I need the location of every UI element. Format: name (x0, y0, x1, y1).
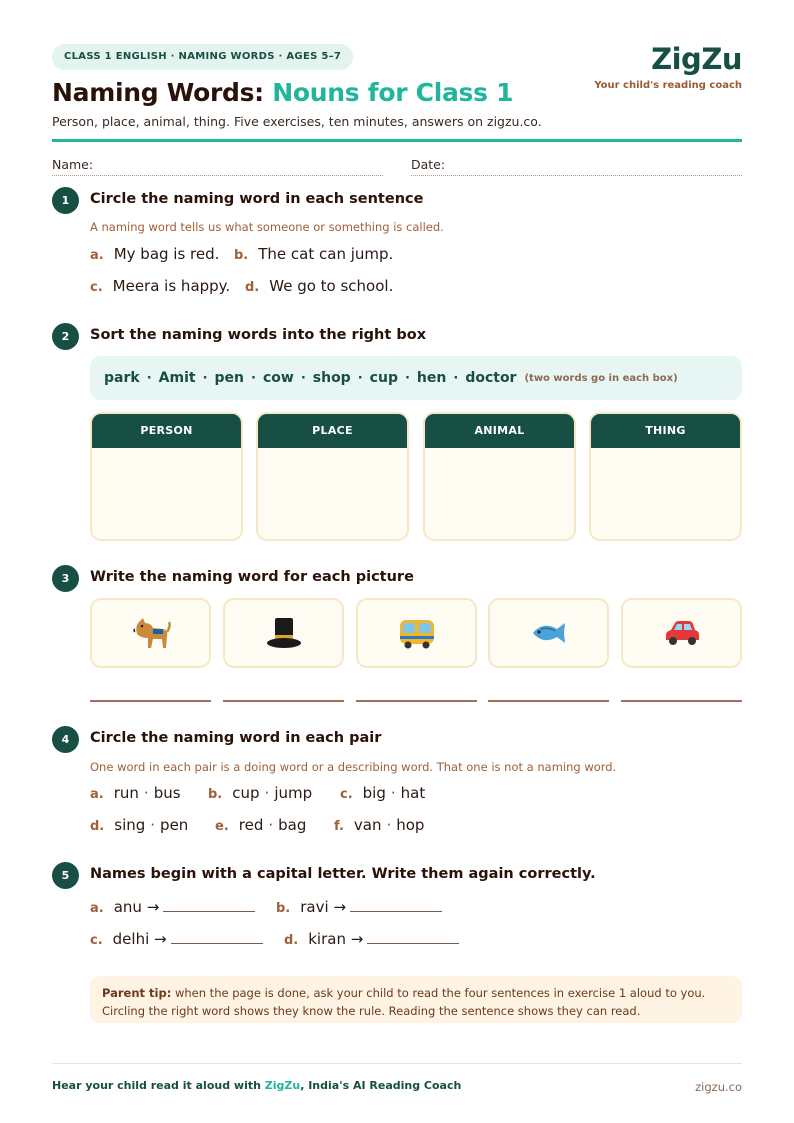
parent-tip (90, 976, 742, 1023)
exercise-3-number: 3 (52, 565, 79, 592)
pair-word-2[interactable]: hop (396, 816, 425, 834)
page-title (52, 78, 513, 107)
pair-word-2[interactable]: bag (278, 816, 307, 834)
pair-separator: · (390, 784, 396, 802)
sort-box-person[interactable] (90, 412, 243, 541)
word-bank-word[interactable]: cup (369, 370, 398, 386)
exercise-5-item-a (90, 898, 255, 916)
title-part-2: Nouns for Class 1 (272, 78, 514, 107)
parent-tip-text: when the page is done, ask your child to read the four sentences in exercise 1 aloud to you. Circling the right word shows they know the rule. Reading the sentence shows they can read. (102, 986, 706, 1018)
exercise-4-pair-b[interactable] (208, 784, 312, 802)
sort-box-animal[interactable] (423, 412, 576, 541)
item-text[interactable]: The cat can jump. (258, 245, 394, 263)
item-text[interactable]: My bag is red. (113, 245, 220, 263)
exercise-1-number: 1 (52, 187, 79, 214)
item-word: anu (113, 898, 142, 916)
word-separator: · (146, 370, 152, 386)
exercise-2-title: Sort the naming words into the right box (90, 327, 427, 343)
sort-box-thing[interactable] (589, 412, 742, 541)
item-word: delhi (112, 930, 150, 948)
picture-card-1 (90, 598, 211, 668)
exercise-4-pair-d[interactable] (90, 816, 188, 834)
name-field[interactable] (52, 157, 93, 172)
car-icon (662, 614, 702, 652)
pair-word-2[interactable]: pen (160, 816, 189, 834)
pair-separator: · (268, 816, 274, 834)
answer-blank[interactable] (163, 900, 255, 912)
word-separator: · (357, 370, 363, 386)
picture-card-3 (356, 598, 477, 668)
item-letter: d. (245, 280, 260, 295)
name-label: Name: (52, 157, 94, 172)
exercise-5-item-b (276, 898, 442, 916)
brand-tagline: Your child's reading coach (594, 80, 742, 91)
name-line[interactable] (52, 175, 383, 176)
bus-icon (397, 614, 437, 652)
arrow-icon: → (350, 930, 364, 948)
footer-text (52, 1079, 461, 1092)
sort-box-header: PERSON (92, 414, 241, 448)
pair-word-1[interactable]: run (113, 784, 139, 802)
header-divider (52, 139, 742, 142)
pair-word-1[interactable]: van (353, 816, 382, 834)
title-part-1: Naming Words: (52, 78, 264, 107)
word-bank-word[interactable]: hen (416, 370, 447, 386)
word-bank (90, 356, 742, 400)
word-separator: · (202, 370, 208, 386)
exercise-5-item-d (284, 930, 459, 948)
word-bank-word[interactable]: pen (214, 370, 244, 386)
picture-card-2 (223, 598, 344, 668)
exercise-4-pair-f[interactable] (334, 816, 424, 834)
answer-line-3[interactable] (356, 700, 477, 702)
answer-line-4[interactable] (488, 700, 609, 702)
item-text[interactable]: We go to school. (269, 277, 394, 295)
exercise-1-item-b[interactable] (234, 245, 393, 263)
pair-separator: · (386, 816, 392, 834)
top-hat-icon (264, 614, 304, 652)
pair-word-1[interactable]: red (238, 816, 264, 834)
date-line[interactable] (411, 175, 742, 176)
brand-logo: ZigZu (651, 42, 742, 76)
item-letter: b. (234, 248, 249, 263)
pair-word-1[interactable]: sing (114, 816, 146, 834)
picture-card-4 (488, 598, 609, 668)
item-text[interactable]: Meera is happy. (112, 277, 231, 295)
answer-line-5[interactable] (621, 700, 742, 702)
arrow-icon: → (154, 930, 167, 948)
class-tag: CLASS 1 ENGLISH · NAMING WORDS · AGES 5–7 (52, 44, 353, 70)
item-letter: c. (340, 787, 353, 802)
exercise-4-pair-e[interactable] (215, 816, 306, 834)
exercise-5-item-c (90, 930, 263, 948)
exercise-1-item-d[interactable] (245, 277, 393, 295)
word-bank-word[interactable]: doctor (465, 370, 517, 386)
pair-separator: · (150, 816, 156, 834)
exercise-1-note: A naming word tells us what someone or something is called. (90, 220, 444, 234)
pair-word-1[interactable]: cup (232, 784, 260, 802)
item-letter: d. (90, 819, 105, 834)
word-bank-word[interactable]: cow (262, 370, 294, 386)
item-letter: e. (215, 819, 229, 834)
pair-word-2[interactable]: bus (153, 784, 181, 802)
word-separator: · (251, 370, 256, 386)
item-letter: a. (90, 787, 104, 802)
exercise-5-title: Names begin with a capital letter. Write them again correctly. (90, 866, 596, 882)
item-letter: a. (90, 248, 104, 263)
answer-blank[interactable] (171, 932, 263, 944)
word-bank-word[interactable]: Amit (158, 370, 196, 386)
exercise-1-item-c[interactable] (90, 277, 230, 295)
pair-word-2[interactable]: jump (274, 784, 313, 802)
pair-separator: · (264, 784, 270, 802)
footer-brand[interactable]: ZigZu (264, 1079, 301, 1092)
parent-tip-label: Parent tip: (102, 986, 172, 1000)
exercise-4-number: 4 (52, 726, 79, 753)
footer-divider (52, 1063, 742, 1064)
exercise-1-title: Circle the naming word in each sentence (90, 191, 424, 207)
footer-url[interactable]: zigzu.co (695, 1080, 742, 1094)
pair-separator: · (143, 784, 149, 802)
worksheet-page (52, 0, 742, 1123)
footer-text-after: , India's AI Reading Coach (300, 1079, 462, 1092)
dog-icon (131, 614, 171, 652)
item-word: ravi (300, 898, 329, 916)
item-letter: f. (334, 819, 344, 834)
item-letter: b. (208, 787, 223, 802)
exercise-3-title: Write the naming word for each picture (90, 569, 414, 585)
answer-blank[interactable] (350, 900, 442, 912)
word-bank-word[interactable]: park (104, 370, 140, 386)
sort-box-header: PLACE (258, 414, 407, 448)
exercise-1-item-a[interactable] (90, 245, 219, 263)
arrow-icon: → (146, 898, 160, 916)
item-word: kiran (308, 930, 346, 948)
item-letter: c. (90, 933, 103, 948)
exercise-4-title: Circle the naming word in each pair (90, 730, 382, 746)
pair-word-1[interactable]: big (362, 784, 386, 802)
pair-word-2[interactable]: hat (400, 784, 426, 802)
exercise-5-number: 5 (52, 862, 79, 889)
item-letter: a. (90, 901, 104, 916)
page-subtitle: Person, place, animal, thing. Five exercises, ten minutes, answers on zigzu.co. (52, 114, 542, 129)
sort-box-place[interactable] (256, 412, 409, 541)
word-separator: · (300, 370, 306, 386)
item-letter: d. (284, 933, 299, 948)
answer-blank[interactable] (367, 932, 459, 944)
word-bank-hint: (two words go in each box) (524, 372, 678, 384)
exercise-2-number: 2 (52, 323, 79, 350)
answer-line-1[interactable] (90, 700, 211, 702)
answer-line-2[interactable] (223, 700, 344, 702)
fish-icon (529, 614, 569, 652)
word-separator: · (453, 370, 459, 386)
exercise-4-pair-c[interactable] (340, 784, 425, 802)
item-letter: b. (276, 901, 291, 916)
date-label: Date: (411, 157, 446, 172)
picture-card-5 (621, 598, 742, 668)
footer-text-before: Hear your child read it aloud with (52, 1079, 265, 1092)
sort-box-header: THING (591, 414, 740, 448)
exercise-4-pair-a[interactable] (90, 784, 181, 802)
exercise-4-note: One word in each pair is a doing word or a describing word. That one is not a naming word. (90, 760, 617, 774)
word-separator: · (404, 370, 410, 386)
arrow-icon: → (333, 898, 347, 916)
word-bank-word[interactable]: shop (312, 370, 351, 386)
date-field[interactable] (411, 157, 445, 172)
sort-box-header: ANIMAL (425, 414, 574, 448)
item-letter: c. (90, 280, 103, 295)
